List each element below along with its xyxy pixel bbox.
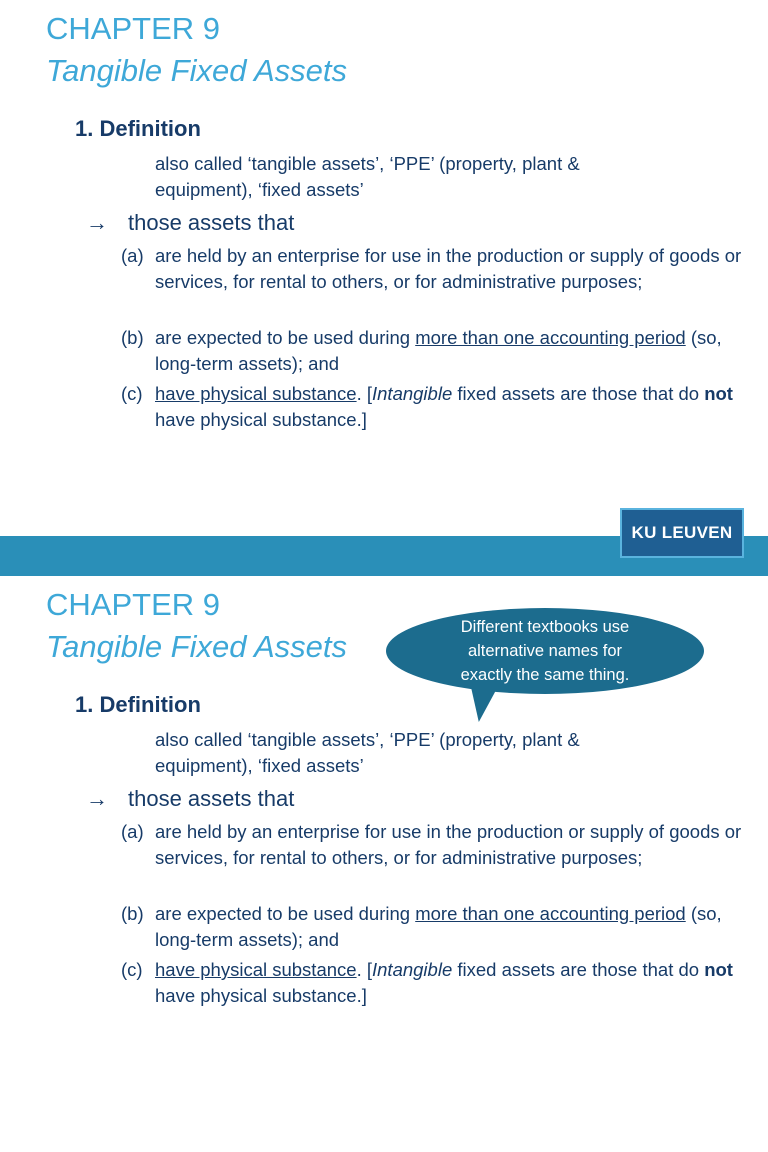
- list-item-b: [121, 325, 751, 377]
- text-run: fixed assets are those that do: [452, 959, 705, 980]
- list-item-c: [121, 381, 751, 433]
- section-heading: 1. Definition: [75, 692, 201, 717]
- text-run: are expected to be used during: [155, 903, 416, 924]
- list-item-text: [155, 957, 751, 1009]
- section-heading: 1. Definition: [75, 116, 201, 141]
- chapter-subtitle: Tangible Fixed Assets: [46, 629, 347, 664]
- intro-line-2: equipment), ‘fixed assets’: [155, 179, 364, 200]
- text-run: (so, long-term assets); and: [155, 903, 722, 950]
- lead-text: [86, 784, 294, 814]
- bold-term: not: [704, 383, 733, 404]
- callout-tail: [469, 688, 497, 722]
- list-item-a: [121, 819, 751, 871]
- text-run: . [: [356, 959, 372, 980]
- intro-line-2: equipment), ‘fixed assets’: [155, 755, 364, 776]
- list-item-text: are held by an enterprise for use in the production or supply of goods or services, for rental to others, or for administrative purposes;: [155, 245, 742, 292]
- intro-text: [155, 727, 715, 779]
- slide-2: [0, 576, 768, 1152]
- list-marker: (c): [121, 383, 143, 404]
- underlined-term: more than one accounting period: [415, 903, 686, 924]
- italic-term: Intangible: [372, 959, 453, 980]
- intro-text: [155, 151, 715, 203]
- lead-label: those assets that: [128, 210, 295, 235]
- list-item-text: [155, 325, 751, 377]
- bold-term: not: [704, 959, 733, 980]
- lead-text: [86, 208, 294, 238]
- chapter-subtitle: Tangible Fixed Assets: [46, 53, 347, 88]
- list-marker: (b): [121, 327, 144, 348]
- list-item-b: [121, 901, 751, 953]
- text-run: have physical substance.]: [155, 985, 367, 1006]
- lead-label: those assets that: [128, 786, 295, 811]
- callout-line-1: Different textbooks use: [460, 618, 630, 636]
- text-run: fixed assets are those that do: [452, 383, 705, 404]
- chapter-title: CHAPTER 9: [46, 11, 220, 46]
- list-item-text: [155, 901, 751, 953]
- text-run: (so, long-term assets); and: [155, 327, 722, 374]
- callout-bubble: [386, 608, 704, 694]
- text-run: have physical substance.]: [155, 409, 367, 430]
- ku-leuven-logo: KU LEUVEN: [620, 508, 744, 558]
- list-item-c: [121, 957, 751, 1009]
- arrow-right-icon: →: [86, 210, 108, 235]
- list-marker: (b): [121, 903, 144, 924]
- list-marker: (c): [121, 959, 143, 980]
- chapter-title: CHAPTER 9: [46, 587, 220, 622]
- intro-line-1: also called ‘tangible assets’, ‘PPE’ (property, plant &: [155, 729, 580, 750]
- list-marker: (a): [121, 821, 144, 842]
- list-item-text: are held by an enterprise for use in the production or supply of goods or services, for rental to others, or for administrative purposes;: [155, 821, 742, 868]
- underlined-term: have physical substance: [155, 959, 357, 980]
- text-run: . [: [356, 383, 372, 404]
- intro-line-1: also called ‘tangible assets’, ‘PPE’ (property, plant &: [155, 153, 580, 174]
- callout-line-3: exactly the same thing.: [460, 666, 630, 684]
- underlined-term: have physical substance: [155, 383, 357, 404]
- text-run: are expected to be used during: [155, 327, 416, 348]
- callout-line-2: alternative names for: [467, 642, 623, 660]
- list-item-text: [155, 381, 751, 433]
- underlined-term: more than one accounting period: [415, 327, 686, 348]
- arrow-right-icon: →: [86, 786, 108, 811]
- list-marker: (a): [121, 245, 144, 266]
- list-item-a: [121, 243, 751, 295]
- italic-term: Intangible: [372, 383, 453, 404]
